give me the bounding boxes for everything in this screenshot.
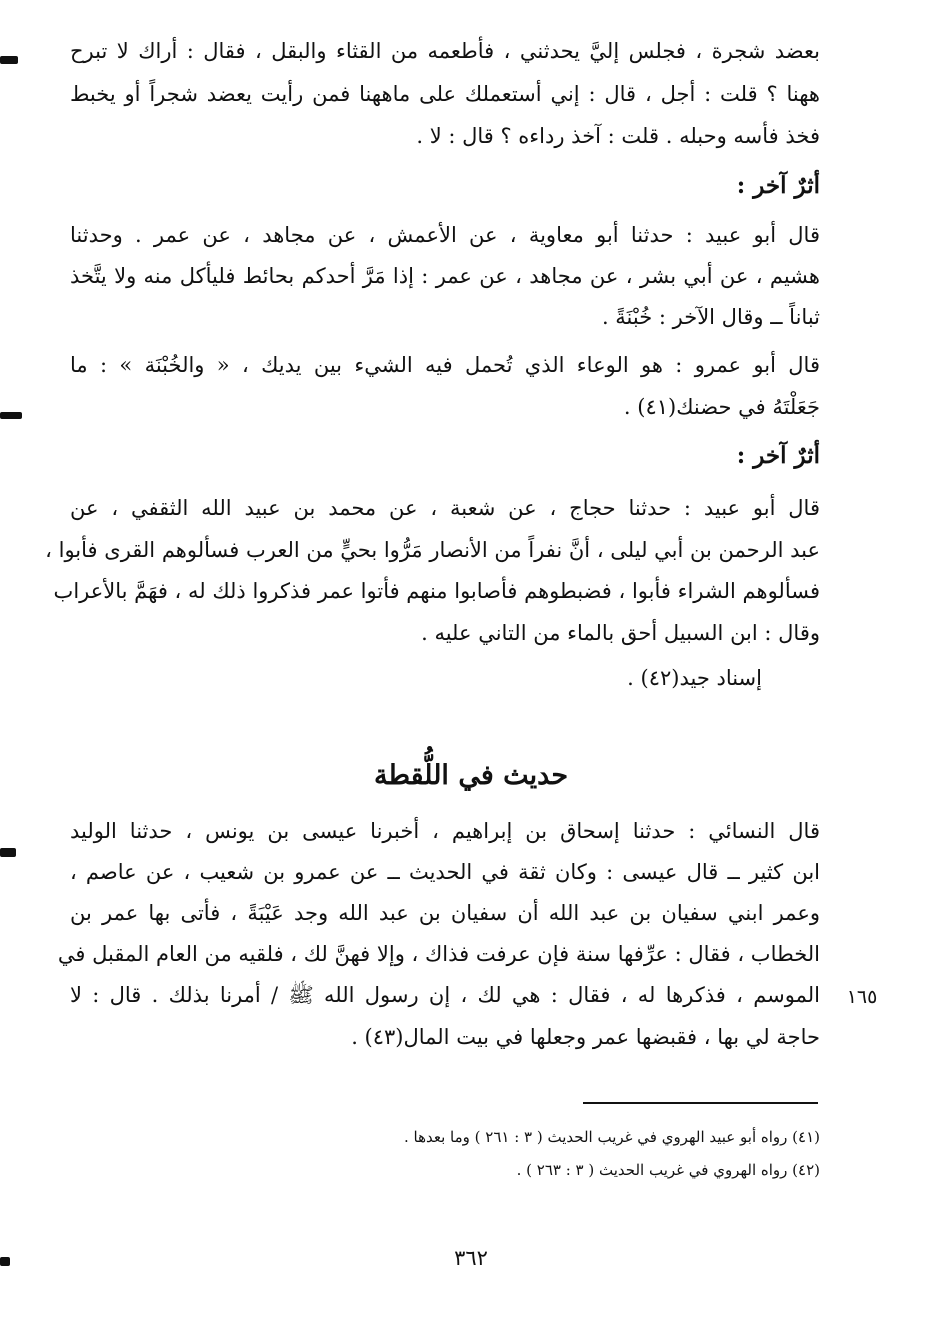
text-line: جَعَلْتَهُ في حضنك(٤١) . <box>623 395 820 419</box>
binding-mark <box>0 848 16 857</box>
text-line: فسألوهم الشراء فأبوا ، فضبطوهم فأصابوا منهم فأتوا عمر فذكروا ذلك له ، فهَمَّ بالأعراب <box>53 579 820 603</box>
page-number: ٣٦٢ <box>454 1246 488 1270</box>
text-line: حاجة لي بها ، فقبضها عمر وجعلها في بيت المال(٤٣) . <box>351 1025 820 1049</box>
text-line: الخطاب ، فقال : عرِّفها سنة فإن عرفت فذاك ، وإلا فهنَّ لك ، فلقيه من العام المقبل في <box>57 942 820 966</box>
text-line: وعمر ابني سفيان بن عبد الله أن سفيان بن عبد الله وجد عَيْبَةً ، فأتى بها عمر بن <box>70 901 820 925</box>
binding-mark <box>0 56 18 64</box>
text-line: قال أبو عبيد : حدثنا أبو معاوية ، عن الأعمش ، عن مجاهد ، عن عمر . وحدثنا <box>70 223 820 247</box>
footnote: (٤٢) رواه الهروي في غريب الحديث ( ٣ : ٢٦٣ ) . <box>516 1161 820 1179</box>
athar-heading: أثرٌ آخر : <box>736 172 820 199</box>
text-line: هشيم ، عن أبي بشر ، عن مجاهد ، عن عمر : إذا مَرَّ أحدكم بحائط فليأكل منه ولا يتَّخذ <box>70 264 820 288</box>
text-line: قال أبو عمرو : هو الوعاء الذي تُحمل فيه الشيء بين يديك ، « والخُبْنَة » : ما <box>70 353 820 377</box>
text-line: قال أبو عبيد : حدثنا حجاج ، عن شعبة ، عن محمد بن عبيد الله الثقفي ، عن <box>70 496 820 520</box>
binding-mark <box>0 412 22 419</box>
section-title: حديث في اللُّقطة <box>373 760 569 791</box>
text-line: ثباناً ــ وقال الآخر : خُبْنَةً . <box>601 305 820 329</box>
athar-heading: أثرٌ آخر : <box>736 442 820 469</box>
text-line: عبد الرحمن بن أبي ليلى ، أنَّ نفراً من الأنصار مَرُّوا بحيٍّ من العرب فسألوهم القرى فأبوا ، <box>45 538 820 562</box>
text-line: الموسم ، فذكرها له ، فقال : هي لك ، إن رسول الله ﷺ / أمرنا بذلك . قال : لا <box>70 983 820 1007</box>
text-line: بعضد شجرة ، فجلس إليَّ يحدثني ، فأطعمه من القثاء والبقل ، فقال : أراك لا تبرح <box>70 39 820 63</box>
margin-number: ١٦٥ <box>846 986 878 1008</box>
text-line: فخذ فأسه وحبله . قلت : آخذ رداءه ؟ قال : لا . <box>416 124 820 148</box>
text-line: ابن كثير ــ قال عيسى : وكان ثقة في الحديث ــ عن عمرو بن شعيب ، عن عاصم ، <box>70 860 820 884</box>
footnote: (٤١) رواه أبو عبيد الهروي في غريب الحديث ( ٣ : ٢٦١ ) وما بعدها . <box>403 1128 820 1146</box>
isnad-note: إسناد جيد(٤٢) . <box>627 666 762 690</box>
text-line: قال النسائي : حدثنا إسحاق بن إبراهيم ، أخبرنا عيسى بن يونس ، حدثنا الوليد <box>70 819 820 843</box>
text-line: ههنا ؟ قلت : أجل ، قال : إني أستعملك على ماههنا فمن رأيت يعضد شجراً أو يخبط <box>70 82 820 106</box>
footnote-divider <box>583 1102 818 1104</box>
text-line: وقال : ابن السبيل أحق بالماء من التاني عليه . <box>421 621 820 645</box>
